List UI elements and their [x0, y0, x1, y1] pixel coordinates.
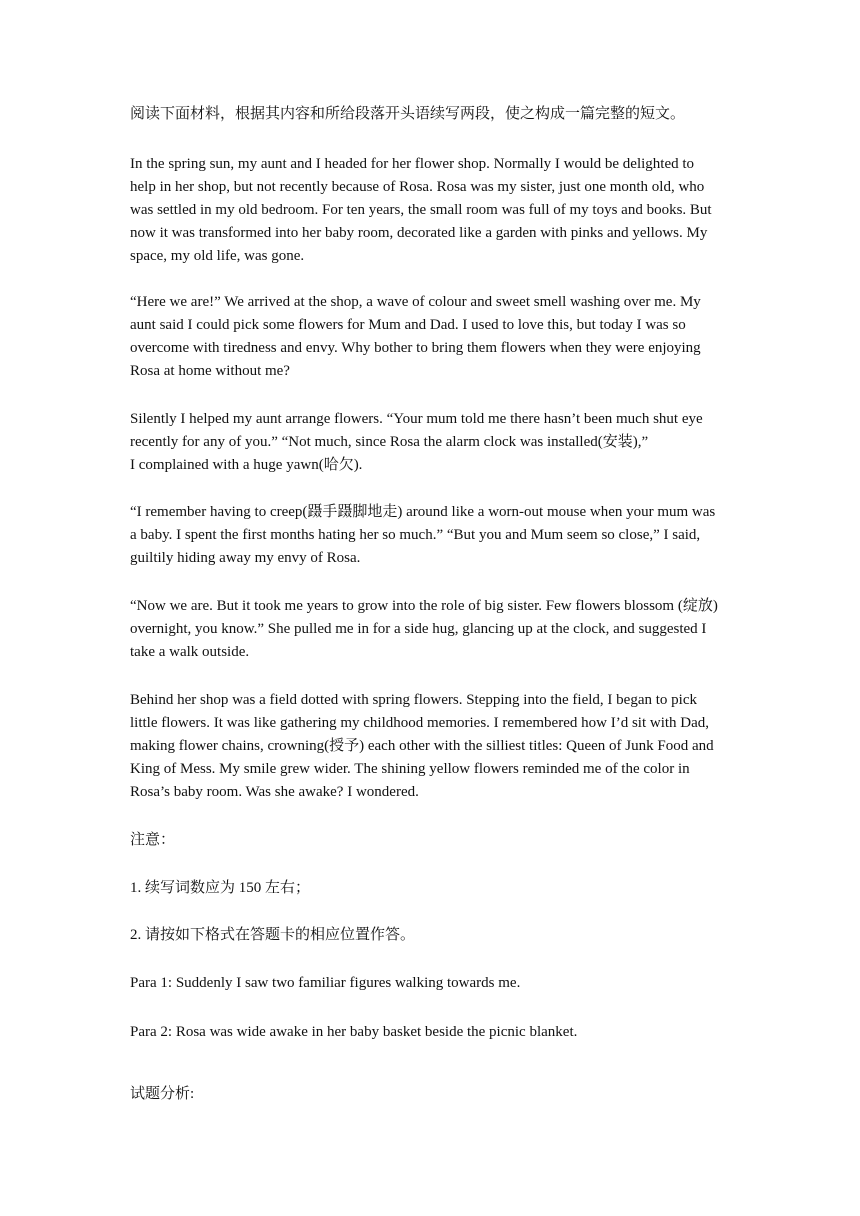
passage-line: guiltily hiding away my envy of Rosa. — [130, 550, 361, 566]
para-prompt-1 — [130, 972, 744, 995]
passage-line: In the spring sun, my aunt and I headed for her flower shop. Normally I would be delighted to — [130, 156, 695, 172]
instruction-text — [130, 103, 744, 126]
para-prompt-text: Para 2: Rosa was wide awake in her baby basket beside the picnic blanket. — [130, 1024, 578, 1040]
passage-paragraph-2 — [130, 291, 744, 383]
note-item-2 — [130, 924, 744, 947]
passage-line: “Now we are. But it took me years to grow into the role of big sister. Few flowers blossom (绽放) — [130, 598, 718, 614]
passage-line: now it was transformed into her baby room, decorated like a garden with pinks and yellows. My — [130, 225, 708, 241]
passage-line: help in her shop, but not recently because of Rosa. Rosa was my sister, just one month old, who — [130, 179, 705, 195]
passage-line: space, my old life, was gone. — [130, 248, 305, 264]
passage-line: I complained with a huge yawn(哈欠). — [130, 457, 363, 473]
passage-line: take a walk outside. — [130, 644, 250, 660]
notes-heading — [130, 829, 744, 852]
passage-line: King of Mess. My smile grew wider. The shining yellow flowers reminded me of the color in — [130, 761, 690, 777]
passage-line: “I remember having to creep(蹑手蹑脚地走) around like a worn-out mouse when your mum was — [130, 504, 716, 520]
note-item-text: 2. 请按如下格式在答题卡的相应位置作答。 — [130, 927, 416, 943]
passage-line: little flowers. It was like gathering my childhood memories. I remembered how I’d sit with Dad, — [130, 715, 710, 731]
analysis-heading-text: 试题分析: — [130, 1086, 195, 1102]
passage-line: making flower chains, crowning(授予) each other with the silliest titles: Queen of Junk Food and — [130, 738, 714, 754]
passage-paragraph-4 — [130, 501, 744, 570]
analysis-heading — [130, 1083, 744, 1106]
para-prompt-text: Para 1: Suddenly I saw two familiar figures walking towards me. — [130, 975, 521, 991]
passage-line: overnight, you know.” She pulled me in for a side hug, glancing up at the clock, and suggested I — [130, 621, 707, 637]
passage-line: aunt said I could pick some flowers for Mum and Dad. I used to love this, but today I was so — [130, 317, 686, 333]
passage-line: a baby. I spent the first months hating her so much.” “But you and Mum seem so close,” I said, — [130, 527, 701, 543]
notes-heading-text: 注意： — [130, 832, 176, 848]
passage-line: overcome with tiredness and envy. Why bother to bring them flowers when they were enjoying — [130, 340, 701, 356]
passage-line: Silently I helped my aunt arrange flowers. “Your mum told me there hasn’t been much shut eye — [130, 411, 703, 427]
passage-paragraph-6 — [130, 689, 744, 804]
para-prompt-2 — [130, 1021, 744, 1044]
passage-line: Behind her shop was a field dotted with spring flowers. Stepping into the field, I began to pick — [130, 692, 697, 708]
passage-line: Rosa at home without me? — [130, 363, 290, 379]
instruction-line: 阅读下面材料，根据其内容和所给段落开头语续写两段，使之构成一篇完整的短文。 — [130, 106, 686, 122]
note-item-text: 1. 续写词数应为 150 左右； — [130, 880, 311, 896]
passage-line: recently for any of you.” “Not much, since Rosa the alarm clock was installed(安装),” — [130, 434, 649, 450]
passage-line: “Here we are!” We arrived at the shop, a wave of colour and sweet smell washing over me. My — [130, 294, 701, 310]
passage-paragraph-3 — [130, 408, 744, 477]
passage-line: Rosa’s baby room. Was she awake? I wondered. — [130, 784, 419, 800]
note-item-1 — [130, 877, 744, 900]
passage-paragraph-1 — [130, 153, 744, 268]
passage-line: was settled in my old bedroom. For ten years, the small room was full of my toys and books. But — [130, 202, 712, 218]
passage-paragraph-5 — [130, 595, 744, 664]
